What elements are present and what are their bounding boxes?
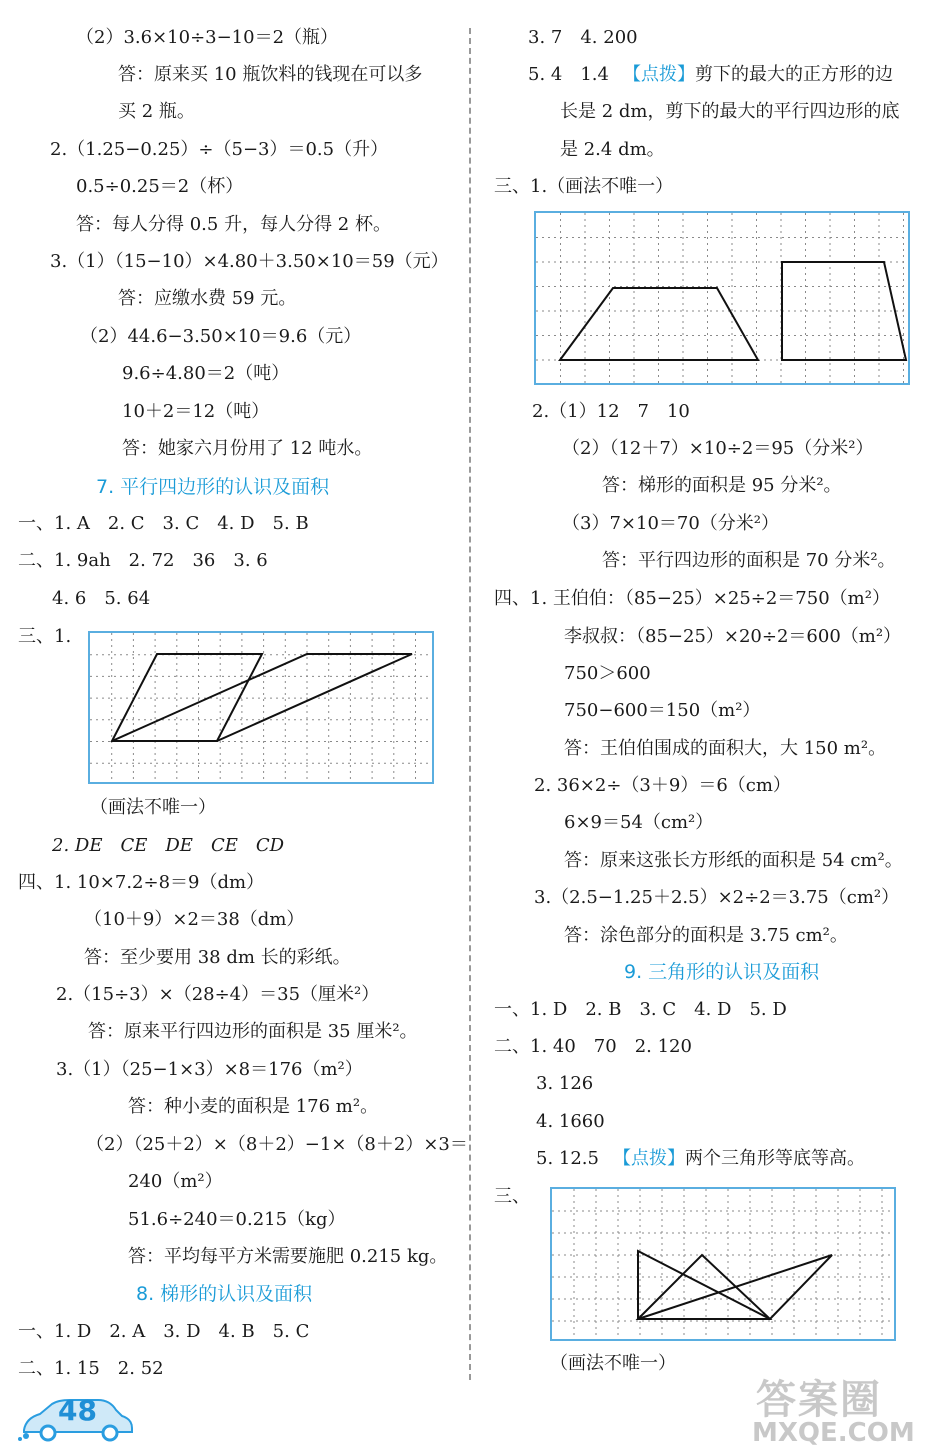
section-title-7: 7. 平行四边形的认识及面积 — [96, 476, 330, 498]
page-number: 48 — [58, 1394, 97, 1427]
page-number-badge — [18, 1392, 138, 1442]
answer-line: 三、1.（画法不唯一） — [494, 176, 674, 197]
answer-line: 答：涂色部分的面积是 3.75 cm²。 — [564, 925, 848, 946]
answer-line: 答：平行四边形的面积是 70 分米²。 — [602, 550, 896, 571]
answer-line: 一、1. A 2. C 3. C 4. D 5. B — [18, 513, 309, 534]
answer-line: 答：她家六月份用了 12 吨水。 — [122, 438, 373, 459]
answer-line: 750＞600 — [564, 663, 651, 684]
section-title-9: 9. 三角形的认识及面积 — [624, 961, 820, 983]
answer-line: （2）（25＋2）×（8＋2）−1×（8＋2）×3＝ — [86, 1134, 468, 1155]
answer-line: 750−600＝150（m²） — [564, 700, 761, 721]
answer-line: 答：每人分得 0.5 升，每人分得 2 杯。 — [76, 214, 391, 235]
answer-line: 3.（1）（25−1×3）×8＝176（m²） — [56, 1059, 363, 1080]
answer-line: 长是 2 dm，剪下的最大的平行四边形的底 — [560, 101, 900, 122]
answer-line: 二、1. 15 2. 52 — [18, 1358, 164, 1379]
hint-tag: 【点拨】 — [622, 64, 695, 85]
answer-line: 4. 1660 — [536, 1111, 605, 1132]
answer-line: 四、1. 王伯伯：（85−25）×25÷2＝750（m²） — [494, 588, 890, 609]
answer-line: 3.（2.5−1.25＋2.5）×2÷2＝3.75（cm²） — [534, 887, 900, 908]
answer-line: （3）7×10＝70（分米²） — [562, 513, 780, 534]
answer-line: 答：王伯伯围成的面积大，大 150 m²。 — [564, 738, 887, 759]
answer-line: 答：梯形的面积是 95 分米²。 — [602, 475, 842, 496]
answer-text: 5. 4 1.4 — [528, 64, 609, 85]
answer-line: 二、1. 40 70 2. 120 — [494, 1036, 692, 1057]
answer-line: （10＋9）×2＝38（dm） — [84, 909, 305, 930]
answer-line: 答：至少要用 38 dm 长的彩纸。 — [84, 947, 351, 968]
triangle-shape — [638, 1255, 832, 1319]
triangle-grid-figure — [550, 1187, 896, 1341]
answer-line: 答：种小麦的面积是 176 m²。 — [128, 1096, 379, 1117]
answer-line: 10＋2＝12（吨） — [122, 401, 270, 422]
answer-line: 3.（1）（15−10）×4.80＋3.50×10＝59（元） — [50, 251, 449, 272]
column-divider — [469, 28, 471, 1380]
section-title-8: 8. 梯形的认识及面积 — [136, 1283, 313, 1305]
answer-text: 5. 12.5 — [536, 1148, 599, 1169]
answer-line: （2）44.6−3.50×10＝9.6（元） — [80, 326, 362, 347]
drawing-note: （画法不唯一） — [90, 797, 216, 818]
answer-line: 4. 6 5. 64 — [52, 588, 151, 609]
answer-text: 剪下的最大的正方形的边 — [694, 64, 893, 85]
answer-line: 2.（1）12 7 10 — [532, 401, 690, 422]
answer-line: 2. DE CE DE CE CD — [52, 835, 285, 856]
answer-line: 3. 7 4. 200 — [528, 27, 638, 48]
answer-text: 两个三角形等底等高。 — [684, 1148, 865, 1169]
answer-line: 李叔叔：（85−25）×20÷2＝600（m²） — [564, 626, 902, 647]
answer-line: （2）3.6×10÷3−10＝2（瓶） — [76, 27, 339, 48]
answer-line: 答：原来买 10 瓶饮料的钱现在可以多 — [118, 64, 423, 85]
trapezoid-grid-figure — [534, 211, 910, 385]
parallelogram-shape — [112, 654, 412, 741]
answer-line: 答：应缴水费 59 元。 — [118, 288, 297, 309]
answer-line: 买 2 瓶。 — [118, 101, 195, 122]
answer-line: 二、1. 9ah 2. 72 36 3. 6 — [18, 550, 268, 571]
answer-line: 9.6÷4.80＝2（吨） — [122, 363, 290, 384]
answer-line: 答：原来这张长方形纸的面积是 54 cm²。 — [564, 850, 903, 871]
answer-line: 是 2.4 dm。 — [560, 139, 665, 160]
answer-line: 2.（1.25−0.25）÷（5−3）＝0.5（升） — [50, 139, 389, 160]
parallelogram-shape — [112, 654, 262, 741]
answer-line: 0.5÷0.25＝2（杯） — [76, 176, 244, 197]
watermark-url: MXQE.COM — [752, 1418, 915, 1448]
hint-tag: 【点拨】 — [612, 1148, 685, 1169]
answer-line: 3. 126 — [536, 1073, 594, 1094]
answer-line: 答：原来平行四边形的面积是 35 厘米²。 — [88, 1021, 418, 1042]
parallelogram-grid-figure — [88, 631, 434, 784]
answer-line: 6×9＝54（cm²） — [564, 812, 714, 833]
drawing-note: （画法不唯一） — [550, 1353, 676, 1374]
watermark-text: 答案圈 — [756, 1377, 882, 1423]
answer-line: 一、1. D 2. A 3. D 4. B 5. C — [18, 1321, 310, 1342]
answer-line: 240（m²） — [128, 1171, 223, 1192]
answer-line — [536, 1148, 865, 1170]
answer-line: 2.（15÷3）×（28÷4）＝35（厘米²） — [56, 984, 380, 1005]
answer-line: 四、1. 10×7.2÷8＝9（dm） — [18, 872, 265, 893]
watermark — [736, 1368, 936, 1450]
answer-line: 2. 36×2÷（3＋9）＝6（cm） — [534, 775, 791, 796]
answer-line — [528, 64, 893, 86]
answer-line: 51.6÷240＝0.215（kg） — [128, 1209, 346, 1230]
answer-line: 三、1. — [18, 626, 72, 647]
answer-line: （2）（12＋7）×10÷2＝95（分米²） — [562, 438, 874, 459]
answer-line: 答：平均每平方米需要施肥 0.215 kg。 — [128, 1246, 448, 1267]
answer-line: 三、 — [494, 1186, 530, 1207]
answer-line: 一、1. D 2. B 3. C 4. D 5. D — [494, 999, 787, 1020]
